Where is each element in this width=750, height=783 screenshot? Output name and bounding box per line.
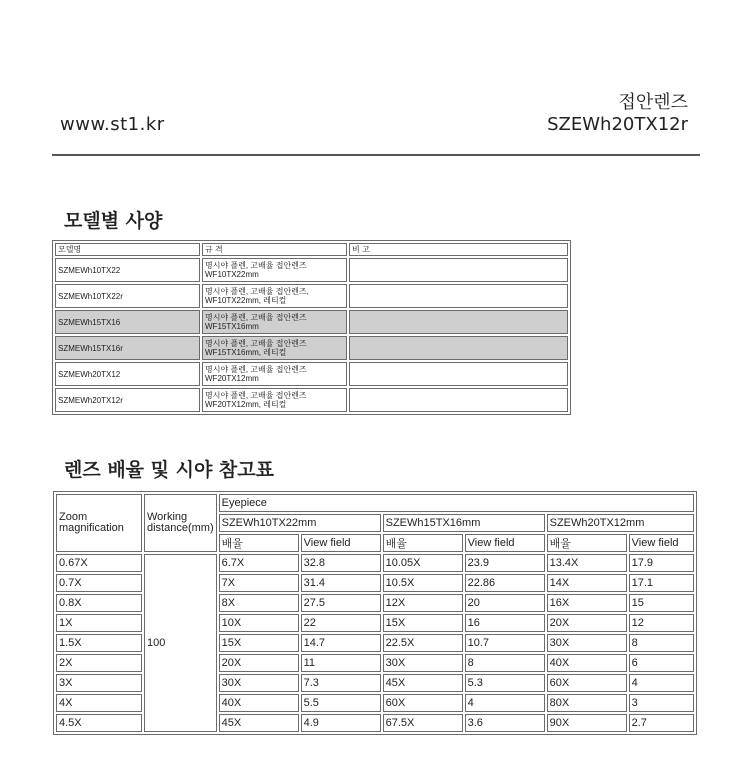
spec-spec-cell <box>202 258 347 282</box>
spec-line: WF10TX22mm, 레티컬 <box>205 296 287 305</box>
view-field-cell: 3.6 <box>465 714 545 732</box>
spec-model-cell: SZMEWh15TX16r <box>55 336 200 360</box>
zoom-header-line: Zoom <box>59 511 88 523</box>
view-field-cell: 27.5 <box>301 594 381 612</box>
document-model-title: SZEWh20TX12r <box>547 114 688 135</box>
magnification-cell: 10X <box>219 614 299 632</box>
spec-note-cell <box>349 388 568 412</box>
eyepiece-name: SZEWh10TX22mm <box>219 514 381 532</box>
zoom-cell: 0.67X <box>56 554 142 572</box>
spec-model-cell: SZMEWh10TX22 <box>55 258 200 282</box>
spec-section-title: 모델별 사양 <box>64 210 163 232</box>
spec-header-spec: 규 격 <box>202 243 347 256</box>
view-field-cell: 10.7 <box>465 634 545 652</box>
view-field-cell: 7.3 <box>301 674 381 692</box>
magnification-cell: 30X <box>547 634 627 652</box>
spec-spec-cell <box>202 388 347 412</box>
zoom-cell: 2X <box>56 654 142 672</box>
magnification-cell: 60X <box>547 674 627 692</box>
working-distance-header <box>144 494 217 552</box>
view-field-cell: 5.3 <box>465 674 545 692</box>
spec-note-cell <box>349 310 568 334</box>
mag-table-row <box>56 554 694 572</box>
magnification-cell: 20X <box>547 614 627 632</box>
magnification-subheader: 배율 <box>383 534 463 552</box>
magnification-cell: 67.5X <box>383 714 463 732</box>
spec-line: 명시야 플렌, 고배율 접안렌즈 <box>205 339 307 348</box>
view-field-cell: 6 <box>629 654 694 672</box>
magnification-cell: 40X <box>219 694 299 712</box>
magnification-cell: 30X <box>383 654 463 672</box>
view-field-cell: 4 <box>465 694 545 712</box>
magnification-table <box>53 491 697 735</box>
magnification-cell: 15X <box>383 614 463 632</box>
zoom-cell: 3X <box>56 674 142 692</box>
magnification-cell: 20X <box>219 654 299 672</box>
header-divider <box>52 154 700 156</box>
view-field-cell: 14.7 <box>301 634 381 652</box>
zoom-header-line: magnification <box>59 522 124 534</box>
wd-header-line: distance(mm) <box>147 522 214 534</box>
magnification-cell: 14X <box>547 574 627 592</box>
zoom-header <box>56 494 142 552</box>
spec-line: 명시야 플렌, 고배율 접안렌즈, <box>205 287 309 296</box>
spec-spec-cell <box>202 284 347 308</box>
view-field-cell: 5.5 <box>301 694 381 712</box>
magnification-cell: 6.7X <box>219 554 299 572</box>
spec-line: 명시야 플렌, 고배율 접안렌즈 <box>205 391 307 400</box>
site-url: www.st1.kr <box>60 114 165 135</box>
eyepiece-header: Eyepiece <box>219 494 694 512</box>
magnification-cell: 16X <box>547 594 627 612</box>
spec-line: 명시야 플렌, 고배율 접안렌즈 <box>205 313 307 322</box>
magnification-cell: 13.4X <box>547 554 627 572</box>
working-distance-cell: 100 <box>144 554 217 732</box>
spec-table-row <box>55 310 568 334</box>
spec-table-row <box>55 362 568 386</box>
spec-model-cell: SZMEWh15TX16 <box>55 310 200 334</box>
spec-spec-cell <box>202 336 347 360</box>
spec-note-cell <box>349 362 568 386</box>
view-field-cell: 12 <box>629 614 694 632</box>
document-title: 접안렌즈 <box>618 92 688 113</box>
spec-model-cell: SZMEWh20TX12 <box>55 362 200 386</box>
view-field-cell: 2.7 <box>629 714 694 732</box>
magnification-cell: 40X <box>547 654 627 672</box>
magnification-cell: 10.5X <box>383 574 463 592</box>
view-field-cell: 23.9 <box>465 554 545 572</box>
view-field-cell: 22.86 <box>465 574 545 592</box>
view-field-cell: 16 <box>465 614 545 632</box>
magnification-cell: 7X <box>219 574 299 592</box>
view-field-cell: 17.9 <box>629 554 694 572</box>
zoom-cell: 1X <box>56 614 142 632</box>
spec-model-cell: SZMEWh20TX12r <box>55 388 200 412</box>
view-field-cell: 31.4 <box>301 574 381 592</box>
zoom-cell: 0.8X <box>56 594 142 612</box>
view-field-cell: 22 <box>301 614 381 632</box>
magnification-cell: 8X <box>219 594 299 612</box>
zoom-cell: 4.5X <box>56 714 142 732</box>
zoom-cell: 0.7X <box>56 574 142 592</box>
spec-table-row <box>55 284 568 308</box>
spec-line: 명시야 플렌, 고배율 접안렌즈 <box>205 365 307 374</box>
spec-note-cell <box>349 258 568 282</box>
spec-line: WF20TX12mm <box>205 374 259 383</box>
zoom-cell: 4X <box>56 694 142 712</box>
spec-line: WF20TX12mm, 레티컬 <box>205 400 287 409</box>
spec-note-cell <box>349 284 568 308</box>
eyepiece-name: SZEWh20TX12mm <box>547 514 694 532</box>
mag-header-row <box>56 494 694 512</box>
spec-note-cell <box>349 336 568 360</box>
view-field-cell: 3 <box>629 694 694 712</box>
spec-line: WF15TX16mm <box>205 322 259 331</box>
magnification-cell: 12X <box>383 594 463 612</box>
magnification-subheader: 배율 <box>219 534 299 552</box>
magnification-cell: 15X <box>219 634 299 652</box>
zoom-cell: 1.5X <box>56 634 142 652</box>
spec-line: 명시야 플렌, 고배율 접안렌즈 <box>205 261 307 270</box>
spec-table-row <box>55 258 568 282</box>
spec-model-cell: SZMEWh10TX22r <box>55 284 200 308</box>
magnification-cell: 90X <box>547 714 627 732</box>
magnification-cell: 80X <box>547 694 627 712</box>
spec-table-row <box>55 336 568 360</box>
magnification-cell: 45X <box>383 674 463 692</box>
view-field-cell: 4 <box>629 674 694 692</box>
spec-spec-cell <box>202 310 347 334</box>
magnification-cell: 60X <box>383 694 463 712</box>
magnification-cell: 10.05X <box>383 554 463 572</box>
magnification-cell: 30X <box>219 674 299 692</box>
spec-line: WF10TX22mm <box>205 270 259 279</box>
view-field-cell: 15 <box>629 594 694 612</box>
view-field-subheader: View field <box>629 534 694 552</box>
magnification-cell: 22.5X <box>383 634 463 652</box>
view-field-cell: 32.8 <box>301 554 381 572</box>
spec-table-header-row <box>55 243 568 256</box>
mag-section-title: 렌즈 배율 및 시야 참고표 <box>64 459 274 481</box>
view-field-cell: 17.1 <box>629 574 694 592</box>
view-field-cell: 4.9 <box>301 714 381 732</box>
magnification-subheader: 배율 <box>547 534 627 552</box>
view-field-subheader: View field <box>301 534 381 552</box>
view-field-subheader: View field <box>465 534 545 552</box>
spec-spec-cell <box>202 362 347 386</box>
view-field-cell: 20 <box>465 594 545 612</box>
spec-line: WF15TX16mm, 레티컬 <box>205 348 287 357</box>
eyepiece-name: SZEWh15TX16mm <box>383 514 545 532</box>
wd-header-line: Working <box>147 511 188 523</box>
spec-header-model: 모델명 <box>55 243 200 256</box>
spec-table <box>52 240 571 415</box>
magnification-cell: 45X <box>219 714 299 732</box>
view-field-cell: 8 <box>465 654 545 672</box>
view-field-cell: 8 <box>629 634 694 652</box>
spec-table-row <box>55 388 568 412</box>
spec-header-note: 비 고 <box>349 243 568 256</box>
view-field-cell: 11 <box>301 654 381 672</box>
